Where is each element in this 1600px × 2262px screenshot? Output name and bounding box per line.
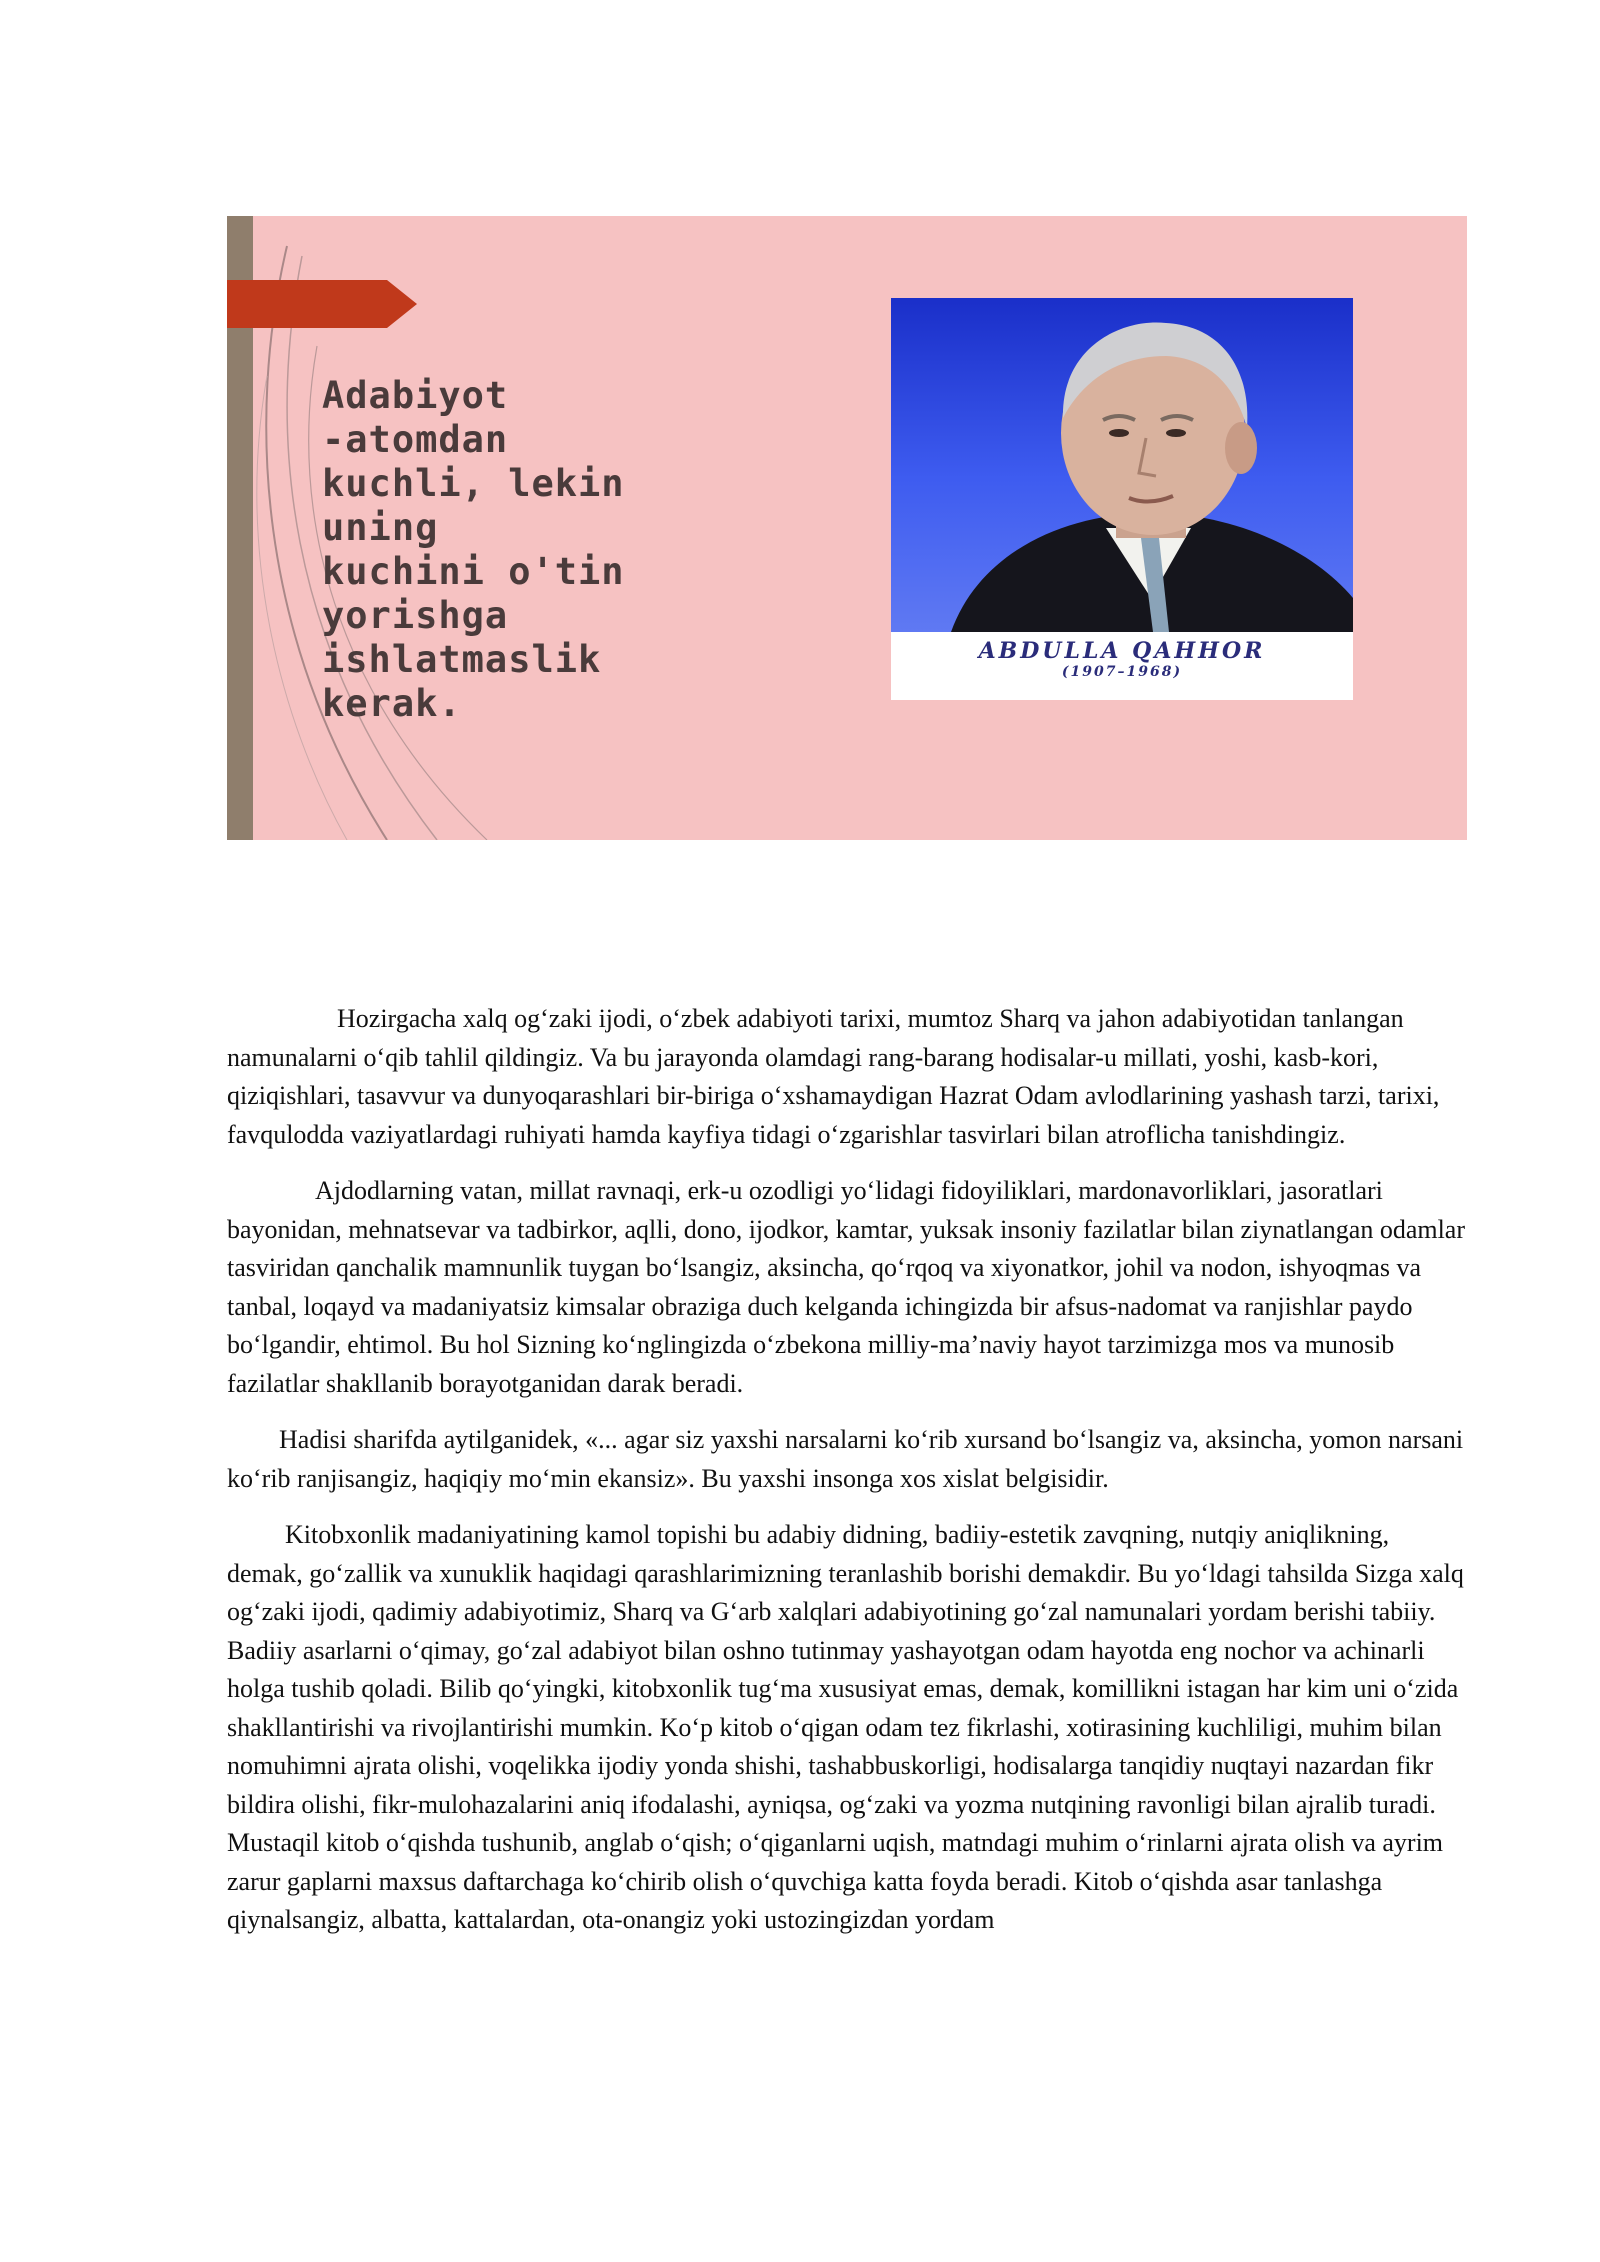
paragraph-2: Ajdodlarning vatan, millat ravnaqi, erk-u ozodligi yo‘lidagi fidoyiliklari, mardonavorliklari, jasoratlari bayonidan, mehnatsevar va tadbirkor, aqlli, dono, ijodkor, kamtar, yuksak insoniy fazilatlar bilan ziynatlangan odamlar tasviridan qanchalik mamnunlik tuygan bo‘lsangiz, aksincha, qo‘rqoq va xiyonatkor, johil va nodon, ishyoqmas va tanbal, loqayd va madaniyatsiz kimsalar obraziga duch kelganda ichingizda bir afsus-nadomat va ranjishlar paydo bo‘lgandir, ehtimol. Bu hol Sizning ko‘nglingizda o‘zbekona milliy-ma’naviy hayot tarzimizga mos va munosib fazilatlar shakllanib borayotganidan darak beradi. xyxy=(227,1176,1466,1398)
portrait-photo xyxy=(891,298,1353,632)
paragraph-4: Kitobxonlik madaniyatining kamol topishi bu adabiy didning, badiiy-estetik zavqning, nutqiy aniqlikning, demak, go‘zallik va xunuklik haqidagi qarashlarimizning teranlashib borishi demakdir. Bu yo‘ldagi tahsilda Sizga xalq og‘zaki ijodi, qadimiy adabiyotimiz, Sharq va G‘arb xalqlari adabiyotining go‘zal namunalari yordam berishi tabiiy. Badiiy asarlarni o‘qimay, go‘zal adabiyot bilan oshno tutinmay yashayotgan odam hayotda eng nochor va achinarli holga tushib qoladi. Bilib qo‘yingki, kitobxonlik tug‘ma xususiyat emas, demak, komillikni istagan har kim uni o‘zida shakllantirishi va rivojlantirishi mumkin. Ko‘p kitob o‘qigan odam tez fikrlashi, xotirasining kuchliligi, muhim bilan nomuhimni ajrata olishi, voqelikka ijodiy yonda shishi, tashabbuskorligi, hodisalarga tanqidiy nuqtayi nazardan fikr bildira olishi, fikr-mulohazalarini aniq ifodalashi, ayniqsa, og‘zaki va yozma nutqining ravonligi bilan ajralib turadi. Mustaqil kitob o‘qishda tushunib, anglab o‘qish; o‘qiganlarni uqish, matndagi muhim o‘rinlarni ajrata olish va ayrim zarur gaplarni maxsus daftarchaga ko‘chirib olish o‘quvchiga katta foyda beradi. Kitob o‘qishda asar tanlashga qiynalsangiz, albatta, kattalardan, ota-onangiz yoki ustozingizdan yordam xyxy=(227,1520,1464,1934)
banner-quote-text: Adabiyot -atomdan kuchli, lekin uning kuchini o'tin yorishga ishlatmaslik kerak. xyxy=(322,374,625,725)
portrait-caption xyxy=(891,632,1353,700)
paragraph-1: Hozirgacha xalq og‘zaki ijodi, o‘zbek adabiyoti tarixi, mumtoz Sharq va jahon adabiyotidan tanlangan namunalarni o‘qib tahlil qildingiz. Va bu jarayonda olamdagi rang-barang hodisalar-u millati, yoshi, kasb-kori, qiziqishlari, tasavvur va dunyoqarashlari bir-biriga o‘xshamaydigan Hazrat Odam avlodlarining yashash tarzi, tarixi, favqulodda vaziyatlardagi ruhiyati hamda kayfiya tidagi o‘zgarishlar tasvirlari bilan atroflicha tanishdingiz. xyxy=(227,1004,1440,1149)
portrait-years: (1907–1968) xyxy=(1061,664,1183,680)
arrow-shape-icon xyxy=(227,280,417,328)
quote-banner-image xyxy=(227,216,1467,840)
paragraph-3: Hadisi sharifda aytilganidek, «... agar siz yaxshi narsalarni ko‘rib xursand bo‘lsangiz va, aksincha, yomon narsani ko‘rib ranjisangiz, haqiqiy mo‘min ekansiz». Bu yaxshi insonga xos xislat belgisidir. xyxy=(227,1425,1464,1493)
author-portrait xyxy=(891,298,1353,700)
portrait-name: ABDULLA QAHHOR xyxy=(978,638,1266,664)
article-body xyxy=(227,1000,1467,1958)
